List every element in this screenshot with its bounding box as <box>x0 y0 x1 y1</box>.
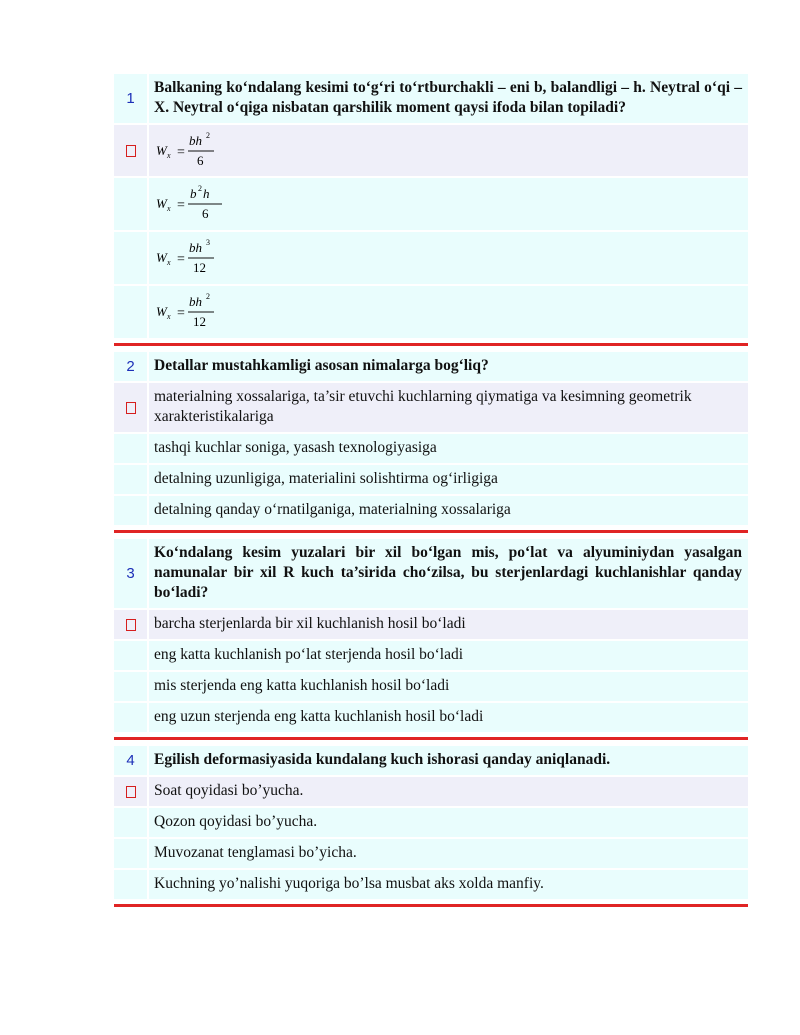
question-row <box>114 74 748 125</box>
question-text: Detallar mustahkamligi asosan nimalarga bog‘liq? <box>154 357 489 374</box>
question-separator <box>114 904 748 907</box>
answer-row[interactable] <box>114 839 748 870</box>
formula-svg <box>154 288 234 336</box>
formula-lhs: W <box>156 143 167 158</box>
question-number: 2 <box>114 352 149 381</box>
answer-text: Qozon qoyidasi bo’yucha. <box>154 813 318 830</box>
answer-row[interactable] <box>114 434 748 465</box>
answer-marker-empty <box>114 672 149 701</box>
answer-row-selected[interactable] <box>114 777 748 808</box>
question-text: Egilish deformasiyasida kundalang kuch ishorasi qanday aniqlanadi. <box>154 751 611 768</box>
formula-answer <box>149 286 748 338</box>
formula-answer <box>149 232 748 284</box>
formula-num-sup: 2 <box>206 292 210 301</box>
answer-row[interactable] <box>114 465 748 496</box>
answer-text: barcha sterjenlarda bir xil kuchlanish hosil bo‘ladi <box>154 615 466 632</box>
formula-svg <box>154 127 234 175</box>
answer-text: Soat qoyidasi bo’yucha. <box>154 782 304 799</box>
answer-marker-empty <box>114 232 149 284</box>
formula-lhs: W <box>156 304 167 319</box>
formula-num: bh <box>189 294 202 309</box>
formula-sub: x <box>167 151 171 160</box>
equals-sign: = <box>177 306 185 321</box>
answer-row[interactable] <box>114 808 748 839</box>
formula-svg <box>154 234 234 282</box>
correct-marker-icon <box>114 125 149 176</box>
formula-num: bh <box>189 240 202 255</box>
question-separator <box>114 343 748 346</box>
answer-row[interactable] <box>114 641 748 672</box>
question-text: Ko‘ndalang kesim yuzalari bir xil bo‘lgan mis, po‘lat va alyuminiydan yasalgan namunalar bir xil R kuch ta’sirida cho‘zilsa, bu sterjenlardagi kuchlanishlar qanday bo‘ladi? <box>154 544 742 601</box>
question-row <box>114 352 748 383</box>
formula-sub: x <box>167 312 171 321</box>
answer-marker-empty <box>114 641 149 670</box>
answer-text: eng uzun sterjenda eng katta kuchlanish hosil bo‘ladi <box>154 708 484 725</box>
formula-num-sup: 2 <box>206 131 210 140</box>
formula-den: 12 <box>193 314 206 329</box>
equals-sign: = <box>177 145 185 160</box>
answer-text: tashqi kuchlar soniga, yasash texnologiyasiga <box>154 439 437 456</box>
formula-num-sup: 3 <box>206 238 210 247</box>
formula-sub: x <box>167 258 171 267</box>
formula-lhs: W <box>156 196 167 211</box>
answer-row[interactable] <box>114 286 748 340</box>
answer-text: materialning xossalariga, ta’sir etuvchi kuchlarning qiymatiga va kesimning geometrik xarakteristikalariga <box>154 388 692 425</box>
answer-text: detalning uzunligiga, materialini solishtirma og‘irligiga <box>154 470 498 487</box>
answer-text: eng katta kuchlanish po‘lat sterjenda hosil bo‘ladi <box>154 646 464 663</box>
question-row <box>114 746 748 777</box>
question-number: 4 <box>114 746 149 775</box>
correct-marker-icon <box>114 383 149 432</box>
formula-sub: x <box>167 204 171 213</box>
question-block-1 <box>114 74 748 346</box>
answer-row-selected[interactable] <box>114 125 748 178</box>
answer-marker-empty <box>114 465 149 494</box>
question-text: Balkaning ko‘ndalang kesimi to‘g‘ri to‘rtburchakli – eni b, balandligi – h. Neytral o‘qi – X. Neytral o‘qiga nisbatan qarshilik moment qaysi ifoda bilan topiladi? <box>154 79 742 116</box>
test-page <box>114 74 748 913</box>
formula-num: b <box>190 186 197 201</box>
formula-svg <box>154 180 234 228</box>
question-row <box>114 539 748 610</box>
answer-text: mis sterjenda eng katta kuchlanish hosil bo‘ladi <box>154 677 450 694</box>
formula-den: 6 <box>202 206 209 221</box>
question-separator <box>114 737 748 740</box>
answer-marker-empty <box>114 496 149 525</box>
question-number: 3 <box>114 539 149 608</box>
answer-row[interactable] <box>114 496 748 527</box>
answer-row-selected[interactable] <box>114 383 748 434</box>
answer-row[interactable] <box>114 178 748 232</box>
formula-num: bh <box>189 133 202 148</box>
question-block-2 <box>114 352 748 533</box>
answer-row[interactable] <box>114 703 748 734</box>
answer-marker-empty <box>114 178 149 230</box>
equals-sign: = <box>177 252 185 267</box>
answer-text: Kuchning yo’nalishi yuqoriga bo’lsa musbat aks xolda manfiy. <box>154 875 544 892</box>
answer-row-selected[interactable] <box>114 610 748 641</box>
question-separator <box>114 530 748 533</box>
answer-marker-empty <box>114 870 149 899</box>
answer-row[interactable] <box>114 870 748 901</box>
correct-marker-icon <box>114 610 149 639</box>
equals-sign: = <box>177 198 185 213</box>
formula-answer <box>149 125 748 176</box>
answer-marker-empty <box>114 703 149 732</box>
formula-lhs: W <box>156 250 167 265</box>
answer-row[interactable] <box>114 232 748 286</box>
answer-text: Muvozanat tenglamasi bo’yicha. <box>154 844 357 861</box>
answer-marker-empty <box>114 434 149 463</box>
formula-answer <box>149 178 748 230</box>
answer-row[interactable] <box>114 672 748 703</box>
formula-den: 12 <box>193 260 206 275</box>
formula-den: 6 <box>197 153 204 168</box>
question-block-4 <box>114 746 748 907</box>
correct-marker-icon <box>114 777 149 806</box>
answer-text: detalning qanday o‘rnatilganiga, materialning xossalariga <box>154 501 511 518</box>
answer-marker-empty <box>114 808 149 837</box>
formula-num-sup: 2 <box>198 184 202 193</box>
answer-marker-empty <box>114 286 149 338</box>
question-block-3 <box>114 539 748 740</box>
formula-num-tail: h <box>203 186 210 201</box>
answer-marker-empty <box>114 839 149 868</box>
question-number: 1 <box>114 74 149 123</box>
